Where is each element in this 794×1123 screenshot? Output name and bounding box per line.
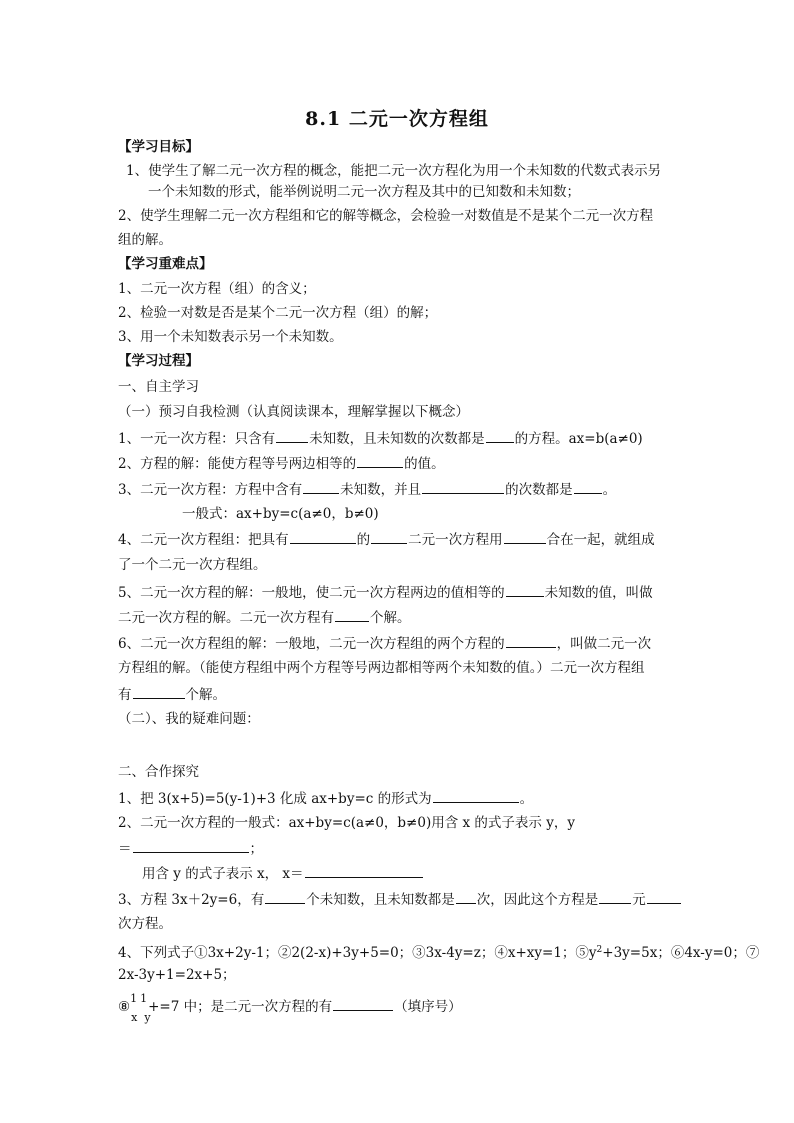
question-1 (118, 429, 643, 448)
c2-text-b: ＝ (118, 841, 132, 857)
part-1-heading: 一、自主学习 (118, 379, 199, 395)
coop-question-2: 2、二元一次方程的一般式：ax+by=c(a≠0，b≠0)用含 x 的式子表示 y，y (118, 815, 575, 831)
general-form: 一般式：ax+by=c(a≠0，b≠0) (182, 506, 379, 522)
c3-text-a: 3、方程 3x＋2y=6，有 (118, 892, 265, 908)
q1-text-c: 的方程。ax=b(a≠0) (514, 431, 643, 447)
coop-heading: 二、合作探究 (118, 764, 199, 780)
q4-text-b: 的 (356, 532, 371, 548)
blank[interactable] (647, 890, 681, 904)
blank[interactable] (133, 839, 249, 853)
q1-text-b: 未知数，且未知数的次数都是 (309, 431, 485, 447)
goal-item-2a: 2、使学生理解二元一次方程组和它的解等概念，会检验一对数值是不是某个二元一次方程 (118, 208, 654, 224)
c1-text-b: 。 (519, 791, 534, 807)
q4-text-c: 二元一次方程用 (408, 532, 503, 548)
question-6-end (118, 685, 226, 704)
blank[interactable] (333, 997, 393, 1011)
q3-text-a: 3、二元一次方程：方程中含有 (118, 482, 303, 498)
question-4 (118, 530, 655, 549)
q3-text-c: 的次数都是 (505, 482, 573, 498)
fraction (130, 991, 158, 1024)
coop-question-3 (118, 890, 682, 909)
question-5 (118, 583, 653, 602)
process-heading: 【学习过程】 (118, 353, 199, 369)
q6-text-a: 6、二元一次方程组的解：一般地，二元一次方程组的两个方程的 (118, 636, 505, 652)
blank[interactable] (486, 429, 514, 443)
blank[interactable] (506, 583, 544, 597)
q1-text-a: 1、一元一次方程：只含有 (118, 431, 276, 447)
c4-circled-8: ⑧ (118, 999, 131, 1015)
q2-text-b: 的值。 (404, 456, 445, 472)
q3-text-d: 。 (602, 482, 617, 498)
q5-text-b: 未知数的值，叫做 (544, 585, 653, 601)
q5-text-d: 个解。 (370, 610, 411, 626)
blank[interactable] (133, 685, 185, 699)
blank[interactable] (305, 864, 423, 878)
blank[interactable] (504, 530, 546, 544)
keypoint-item-2: 2、检验一对数是否是某个二元一次方程（组）的解； (118, 305, 438, 321)
subsection-2-heading: （二）、我的疑难问题： (118, 711, 260, 727)
q6-text-b: ，叫做二元一次 (556, 636, 652, 652)
blank[interactable] (456, 890, 476, 904)
goals-heading: 【学习目标】 (118, 139, 199, 155)
fraction-denominators: xy (131, 1010, 158, 1024)
keypoint-item-1: 1、二元一次方程（组）的含义； (118, 281, 316, 297)
c2-text-d: 用含 y 的式子表示 x， x＝ (142, 866, 304, 882)
c3-text-c: 次，因此这个方程是 (476, 892, 599, 908)
c4-text-a: 4、下列式子①3x+2y-1；②2(2-x)+3y+5=0；③3x-4y=z；④x+xy=1；⑤y (118, 945, 597, 961)
blank[interactable] (599, 890, 631, 904)
coop-question-3-cont: 次方程。 (118, 916, 172, 932)
question-6 (118, 634, 651, 653)
c3-text-b: 个未知数，且未知数都是 (306, 892, 455, 908)
goal-item-1b: 一个未知数的形式，能举例说明二元一次方程及其中的已知数和未知数； (148, 184, 580, 200)
q5-text-c: 二元一次方程的解。二元一次方程有 (118, 610, 334, 626)
blank[interactable] (290, 530, 356, 544)
subsection-1-heading: （一）预习自我检测（认真阅读课本，理解掌握以下概念） (118, 404, 469, 420)
goal-item-2b: 组的解。 (118, 232, 172, 248)
c3-text-d: 元 (632, 892, 646, 908)
c4-text-e: （填序号） (394, 999, 462, 1015)
question-6-cont: 方程组的解。（能使方程组中两个方程等号两边都相等两个未知数的值。）二元一次方程组 (118, 660, 645, 676)
coop-question-2-cont (118, 839, 263, 858)
q4-text-d: 合在一起，就组成 (546, 532, 655, 548)
blank[interactable] (422, 480, 504, 494)
blank[interactable] (357, 454, 403, 468)
q6-text-e: 个解。 (185, 687, 226, 703)
coop-question-4-end (118, 991, 462, 1024)
question-2 (118, 454, 445, 473)
keypoints-heading: 【学习重难点】 (118, 256, 213, 272)
superscript: 2 (596, 945, 603, 955)
coop-question-1 (118, 789, 533, 808)
blank[interactable] (276, 429, 308, 443)
q2-text-a: 2、方程的解：能使方程等号两边相等的 (118, 456, 357, 472)
blank[interactable] (371, 530, 407, 544)
fraction-numerators: 11 (130, 991, 151, 1005)
question-5-cont (118, 608, 411, 627)
blank[interactable] (265, 890, 305, 904)
goal-item-1a: 1、使学生了解二元一次方程的概念，能把二元一次方程化为用一个未知数的代数式表示另 (126, 163, 662, 179)
blank[interactable] (433, 789, 519, 803)
coop-question-2-end (142, 864, 424, 883)
blank[interactable] (506, 634, 556, 648)
c4-text-b: +3y=5x；⑥4x-y=0；⑦ (602, 945, 760, 961)
question-3 (118, 480, 616, 499)
blank[interactable] (303, 480, 339, 494)
q4-text-a: 4、二元一次方程组：把具有 (118, 532, 289, 548)
coop-question-4 (118, 941, 759, 962)
blank[interactable] (574, 480, 602, 494)
coop-question-4-cont: 2x-3y+1=2x+5； (118, 967, 236, 983)
question-4-cont: 了一个二元一次方程组。 (118, 557, 267, 573)
c1-text-a: 1、把 3(x+5)=5(y-1)+3 化成 ax+by=c 的形式为 (118, 791, 432, 807)
c4-text-d: +=7 中；是二元一次方程的有 (148, 999, 333, 1015)
q6-text-d: 有 (118, 687, 132, 703)
c2-text-c: ； (249, 841, 263, 857)
keypoint-item-3: 3、用一个未知数表示另一个未知数。 (118, 329, 343, 345)
q5-text-a: 5、二元一次方程的解：一般地，使二元一次方程两边的值相等的 (118, 585, 505, 601)
q3-text-b: 未知数，并且 (340, 482, 422, 498)
page-title: 8.1 二元一次方程组 (305, 108, 489, 130)
blank[interactable] (335, 608, 369, 622)
